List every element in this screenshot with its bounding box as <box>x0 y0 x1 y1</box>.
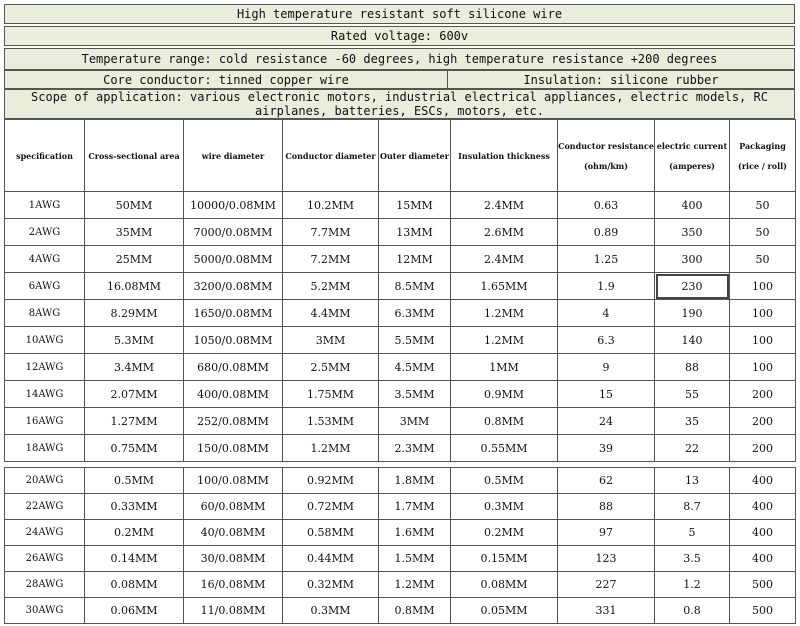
current-cell: 5 <box>655 520 730 546</box>
resistance-cell: 0.89 <box>558 219 655 246</box>
wire-diameter-cell: 680/0.08MM <box>184 354 283 381</box>
packaging-unit: (rice / roll) <box>738 160 787 171</box>
conductor-diameter-cell: 1.2MM <box>283 435 379 462</box>
conductor-diameter-cell: 7.2MM <box>283 246 379 273</box>
title-row <box>4 4 795 24</box>
table-row <box>5 520 796 546</box>
spec-cell: 30AWG <box>5 598 85 624</box>
col-conductor-resistance <box>558 120 655 192</box>
area-cell: 50MM <box>85 192 184 219</box>
insulation-thickness-cell: 2.6MM <box>451 219 558 246</box>
wire-diameter-cell: 5000/0.08MM <box>184 246 283 273</box>
resistance-cell: 62 <box>558 468 655 494</box>
outer-diameter-cell: 6.3MM <box>379 300 451 327</box>
resistance-cell: 0.63 <box>558 192 655 219</box>
conductor-diameter-cell: 0.58MM <box>283 520 379 546</box>
conductor-diameter-cell: 4.4MM <box>283 300 379 327</box>
conductor-diameter-cell: 0.32MM <box>283 572 379 598</box>
insulation-thickness-cell: 0.15MM <box>451 546 558 572</box>
wire-diameter-cell: 11/0.08MM <box>184 598 283 624</box>
packaging-cell: 100 <box>730 354 796 381</box>
table-row <box>5 435 796 462</box>
conductor-diameter-cell: 3MM <box>283 327 379 354</box>
insulation-thickness-cell: 0.05MM <box>451 598 558 624</box>
outer-diameter-cell: 13MM <box>379 219 451 246</box>
conductor-diameter-cell: 2.5MM <box>283 354 379 381</box>
page-title: High temperature resistant soft silicone wire <box>236 7 563 21</box>
insulation-thickness-cell: 2.4MM <box>451 246 558 273</box>
wire-diameter-cell: 400/0.08MM <box>184 381 283 408</box>
resistance-cell: 227 <box>558 572 655 598</box>
wire-diameter-cell: 30/0.08MM <box>184 546 283 572</box>
wire-diameter-cell: 40/0.08MM <box>184 520 283 546</box>
table-row <box>5 327 796 354</box>
outer-diameter-cell: 3.5MM <box>379 381 451 408</box>
conductor-diameter-cell: 0.44MM <box>283 546 379 572</box>
core-conductor: Core conductor: tinned copper wire <box>103 72 349 87</box>
conductor-diameter-cell: 0.92MM <box>283 468 379 494</box>
insulation-thickness-cell: 1.2MM <box>451 327 558 354</box>
spec-cell: 22AWG <box>5 494 85 520</box>
insulation-thickness-cell: 0.3MM <box>451 494 558 520</box>
wire-diameter-cell: 252/0.08MM <box>184 408 283 435</box>
insulation-thickness-cell: 0.2MM <box>451 520 558 546</box>
packaging-cell: 400 <box>730 546 796 572</box>
temperature-row <box>4 48 795 70</box>
rated-voltage: Rated voltage: 600v <box>330 29 469 43</box>
current-cell: 22 <box>655 435 730 462</box>
scope-line-1: Scope of application: various electronic motors, industrial electrical appliances, electric models, RC <box>31 90 768 104</box>
packaging-label: Packaging <box>739 140 786 151</box>
spec-cell: 18AWG <box>5 435 85 462</box>
resistance-cell: 39 <box>558 435 655 462</box>
outer-diameter-cell: 0.8MM <box>379 598 451 624</box>
outer-diameter-cell: 1.5MM <box>379 546 451 572</box>
outer-diameter-cell: 15MM <box>379 192 451 219</box>
packaging-cell: 100 <box>730 273 796 300</box>
table-row <box>5 219 796 246</box>
current-cell: 230 <box>655 273 730 300</box>
core-conductor-cell <box>4 70 448 89</box>
packaging-cell: 50 <box>730 219 796 246</box>
conductor-diameter-cell: 7.7MM <box>283 219 379 246</box>
table-row <box>5 192 796 219</box>
packaging-cell: 400 <box>730 468 796 494</box>
area-cell: 0.08MM <box>85 572 184 598</box>
current-cell: 400 <box>655 192 730 219</box>
area-cell: 5.3MM <box>85 327 184 354</box>
wire-diameter-cell: 7000/0.08MM <box>184 219 283 246</box>
resistance-cell: 331 <box>558 598 655 624</box>
outer-diameter-cell: 5.5MM <box>379 327 451 354</box>
wire-diameter-cell: 1050/0.08MM <box>184 327 283 354</box>
packaging-cell: 100 <box>730 327 796 354</box>
current-cell: 88 <box>655 354 730 381</box>
spec-cell: 14AWG <box>5 381 85 408</box>
spec-table-top <box>4 119 796 462</box>
area-cell: 0.2MM <box>85 520 184 546</box>
area-cell: 0.5MM <box>85 468 184 494</box>
table-row <box>5 468 796 494</box>
conductor-diameter-cell: 5.2MM <box>283 273 379 300</box>
conductor-resistance-label: Conductor resistance <box>558 140 654 151</box>
area-cell: 0.06MM <box>85 598 184 624</box>
packaging-cell: 500 <box>730 572 796 598</box>
insulation-thickness-cell: 2.4MM <box>451 192 558 219</box>
outer-diameter-cell: 3MM <box>379 408 451 435</box>
table-row <box>5 572 796 598</box>
insulation-thickness-cell: 0.8MM <box>451 408 558 435</box>
area-cell: 25MM <box>85 246 184 273</box>
wire-diameter-cell: 3200/0.08MM <box>184 273 283 300</box>
table-row <box>5 494 796 520</box>
conductor-diameter-cell: 0.72MM <box>283 494 379 520</box>
packaging-cell: 400 <box>730 494 796 520</box>
current-cell: 13 <box>655 468 730 494</box>
header-row <box>5 120 796 192</box>
col-wire-diameter: wire diameter <box>184 120 283 192</box>
insulation-cell <box>447 70 795 89</box>
col-packaging <box>730 120 796 192</box>
resistance-cell: 24 <box>558 408 655 435</box>
outer-diameter-cell: 1.8MM <box>379 468 451 494</box>
area-cell: 8.29MM <box>85 300 184 327</box>
col-insulation-thickness: Insulation thickness <box>451 120 558 192</box>
spec-cell: 26AWG <box>5 546 85 572</box>
resistance-cell: 15 <box>558 381 655 408</box>
insulation-thickness-cell: 0.08MM <box>451 572 558 598</box>
table-row <box>5 273 796 300</box>
spec-cell: 12AWG <box>5 354 85 381</box>
area-cell: 3.4MM <box>85 354 184 381</box>
current-cell: 350 <box>655 219 730 246</box>
spec-table-bottom <box>4 467 796 624</box>
current-cell: 1.2 <box>655 572 730 598</box>
table-row <box>5 381 796 408</box>
resistance-cell: 123 <box>558 546 655 572</box>
outer-diameter-cell: 1.7MM <box>379 494 451 520</box>
current-cell: 190 <box>655 300 730 327</box>
packaging-cell: 400 <box>730 520 796 546</box>
wire-diameter-cell: 10000/0.08MM <box>184 192 283 219</box>
col-electric-current <box>655 120 730 192</box>
outer-diameter-cell: 4.5MM <box>379 354 451 381</box>
electric-current-label: electric current <box>656 140 728 151</box>
scope-line-2: airplanes, batteries, ESCs, motors, etc. <box>255 104 544 118</box>
scope-row <box>4 89 795 119</box>
current-cell: 140 <box>655 327 730 354</box>
resistance-cell: 1.25 <box>558 246 655 273</box>
spec-cell: 28AWG <box>5 572 85 598</box>
voltage-row <box>4 26 795 46</box>
conductor-diameter-cell: 10.2MM <box>283 192 379 219</box>
outer-diameter-cell: 12MM <box>379 246 451 273</box>
table-row <box>5 246 796 273</box>
packaging-cell: 200 <box>730 381 796 408</box>
packaging-cell: 200 <box>730 435 796 462</box>
col-conductor-diameter: Conductor diameter <box>283 120 379 192</box>
conductor-diameter-cell: 1.53MM <box>283 408 379 435</box>
resistance-cell: 97 <box>558 520 655 546</box>
spec-cell: 20AWG <box>5 468 85 494</box>
area-cell: 0.75MM <box>85 435 184 462</box>
packaging-cell: 50 <box>730 192 796 219</box>
resistance-cell: 9 <box>558 354 655 381</box>
outer-diameter-cell: 1.2MM <box>379 572 451 598</box>
area-cell: 1.27MM <box>85 408 184 435</box>
insulation-thickness-cell: 1.2MM <box>451 300 558 327</box>
packaging-cell: 500 <box>730 598 796 624</box>
table-row <box>5 546 796 572</box>
insulation-thickness-cell: 0.9MM <box>451 381 558 408</box>
spec-cell: 16AWG <box>5 408 85 435</box>
area-cell: 16.08MM <box>85 273 184 300</box>
resistance-cell: 6.3 <box>558 327 655 354</box>
area-cell: 0.33MM <box>85 494 184 520</box>
area-cell: 2.07MM <box>85 381 184 408</box>
current-cell: 3.5 <box>655 546 730 572</box>
outer-diameter-cell: 8.5MM <box>379 273 451 300</box>
current-cell: 0.8 <box>655 598 730 624</box>
table-row <box>5 408 796 435</box>
col-outer-diameter: Outer diameter <box>379 120 451 192</box>
table-row <box>5 300 796 327</box>
spec-cell: 1AWG <box>5 192 85 219</box>
area-cell: 35MM <box>85 219 184 246</box>
wire-diameter-cell: 1650/0.08MM <box>184 300 283 327</box>
electric-current-unit: (amperes) <box>669 160 715 171</box>
packaging-cell: 200 <box>730 408 796 435</box>
current-cell: 35 <box>655 408 730 435</box>
spec-cell: 4AWG <box>5 246 85 273</box>
wire-diameter-cell: 100/0.08MM <box>184 468 283 494</box>
area-cell: 0.14MM <box>85 546 184 572</box>
packaging-cell: 100 <box>730 300 796 327</box>
resistance-cell: 88 <box>558 494 655 520</box>
conductor-diameter-cell: 0.3MM <box>283 598 379 624</box>
wire-diameter-cell: 60/0.08MM <box>184 494 283 520</box>
resistance-cell: 1.9 <box>558 273 655 300</box>
table-row <box>5 354 796 381</box>
col-specification: specification <box>5 120 85 192</box>
outer-diameter-cell: 1.6MM <box>379 520 451 546</box>
current-cell: 300 <box>655 246 730 273</box>
table-row <box>5 598 796 624</box>
insulation-thickness-cell: 0.5MM <box>451 468 558 494</box>
insulation-thickness-cell: 0.55MM <box>451 435 558 462</box>
current-cell: 55 <box>655 381 730 408</box>
insulation-thickness-cell: 1.65MM <box>451 273 558 300</box>
insulation: Insulation: silicone rubber <box>523 72 719 87</box>
current-cell: 8.7 <box>655 494 730 520</box>
wire-diameter-cell: 150/0.08MM <box>184 435 283 462</box>
spec-cell: 24AWG <box>5 520 85 546</box>
packaging-cell: 50 <box>730 246 796 273</box>
resistance-cell: 4 <box>558 300 655 327</box>
outer-diameter-cell: 2.3MM <box>379 435 451 462</box>
spec-cell: 10AWG <box>5 327 85 354</box>
temperature-range: Temperature range: cold resistance -60 degrees, high temperature resistance +200 degrees <box>81 52 718 66</box>
conductor-diameter-cell: 1.75MM <box>283 381 379 408</box>
spec-cell: 8AWG <box>5 300 85 327</box>
wire-diameter-cell: 16/0.08MM <box>184 572 283 598</box>
spec-cell: 6AWG <box>5 273 85 300</box>
spec-cell: 2AWG <box>5 219 85 246</box>
conductor-resistance-unit: (ohm/km) <box>583 160 629 171</box>
insulation-thickness-cell: 1MM <box>451 354 558 381</box>
col-cross-sectional-area: Cross-sectional area <box>85 120 184 192</box>
